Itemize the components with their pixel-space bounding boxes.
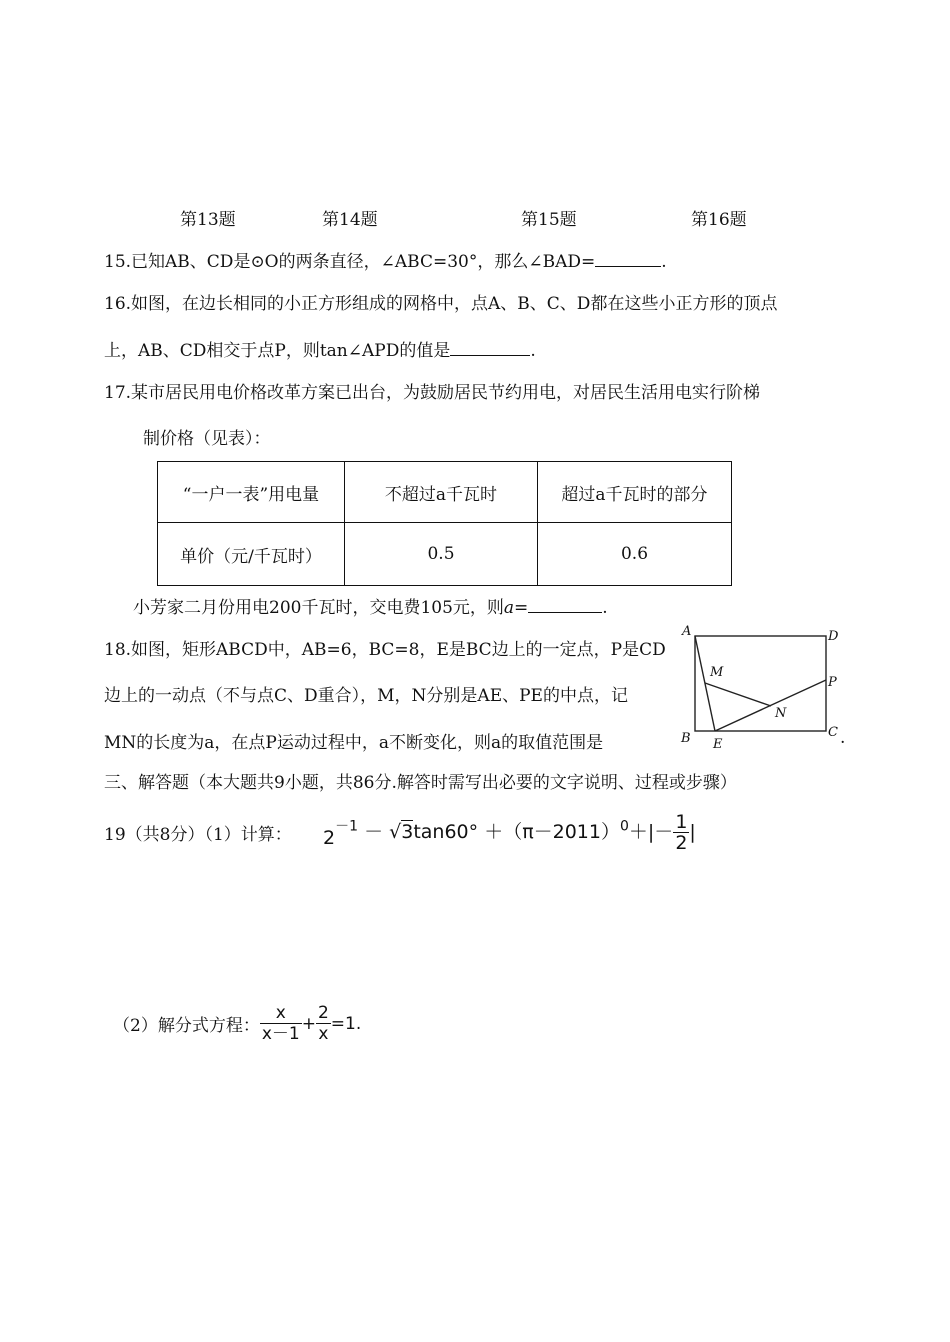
section-3-heading: 三、解答题（本大题共9小题，共86分.解答时需写出必要的文字说明、过程或步骤） <box>104 773 737 793</box>
equation-rhs: =1. <box>330 1013 362 1034</box>
label-m: M <box>710 665 724 680</box>
q17-text: 小芳家二月份用电200千瓦时，交电费105元，则 <box>133 598 504 618</box>
expr-exponent: －1 <box>335 818 359 835</box>
q17-equals: = <box>514 598 529 618</box>
q19-part2-label: （2）解分式方程： <box>113 1016 260 1036</box>
fraction-denominator: x <box>318 1024 329 1044</box>
question-18-line1: 18.如图，矩形ABCD中，AB=6，BC=8，E是BC边上的一定点，P是CD <box>104 640 666 660</box>
table-cell: 0.6 <box>538 523 732 586</box>
half-numerator: 1 <box>675 811 688 833</box>
expr-tan: tan60° <box>413 821 479 843</box>
question-16-line1: 16.如图，在边长相同的小正方形组成的网格中，点A、B、C、D都在这些小正方形的顶点 <box>104 294 778 314</box>
expr-abs-close: | <box>689 821 696 843</box>
question-16-line2 <box>104 336 536 361</box>
q19-equation <box>260 1003 362 1044</box>
q15-end: . <box>661 252 667 272</box>
q17-answer-blank[interactable] <box>528 596 602 613</box>
label-p: P <box>828 675 837 690</box>
question-15 <box>104 247 667 272</box>
table-header-cell: 超过a千瓦时的部分 <box>538 462 732 523</box>
expr-base: 2 <box>323 827 336 849</box>
label-c: C <box>828 725 838 740</box>
label-n: N <box>775 706 787 721</box>
question-19-part1 <box>104 820 292 845</box>
q16-end: . <box>530 341 536 361</box>
caption-q13: 第13题 <box>180 210 236 230</box>
label-a: A <box>682 624 692 639</box>
table-cell: 单价（元/千瓦时） <box>158 523 345 586</box>
question-17-line1: 17.某市居民用电价格改革方案已出台，为鼓励居民节约用电，对居民生活用电实行阶梯 <box>104 383 761 403</box>
question-17-line2: 制价格（见表）： <box>143 429 271 449</box>
q15-text: 15.已知AB、CD是⊙O的两条直径，∠ABC=30°，那么∠BAD= <box>104 252 596 272</box>
half-denominator: 2 <box>675 832 688 854</box>
q17-end: . <box>602 598 608 618</box>
label-e: E <box>713 737 723 750</box>
q16-answer-blank[interactable] <box>450 339 530 356</box>
question-18-line3 <box>104 728 603 753</box>
label-d: D <box>828 629 839 644</box>
fraction-numerator: 2 <box>317 1003 329 1023</box>
expr-sqrt-arg: 3 <box>401 821 414 843</box>
question-18-line2: 边上的一动点（不与点C、D重合），M，N分别是AE、PE的中点，记 <box>104 686 628 706</box>
caption-q16: 第16题 <box>691 210 747 230</box>
fraction-2-over-x <box>316 1003 331 1044</box>
table-cell: 0.5 <box>345 523 538 586</box>
expr-half-fraction <box>673 812 689 853</box>
segment-mn <box>705 683 771 706</box>
table-row <box>158 523 732 586</box>
rectangle-figure <box>680 622 850 750</box>
q19-expression <box>323 812 696 853</box>
table-header-row <box>158 462 732 523</box>
expr-plus-paren: ＋（π－2011） <box>484 821 620 843</box>
q17-variable: a <box>503 598 515 618</box>
question-17-line3 <box>133 593 608 618</box>
expr-exponent-zero: 0 <box>619 818 629 835</box>
expr-abs-open: ＋|－ <box>628 821 674 843</box>
label-b: B <box>681 731 691 746</box>
equation-plus: + <box>301 1013 316 1034</box>
q18-end: . <box>840 728 846 748</box>
expr-minus: － <box>364 821 384 843</box>
table-header-cell: 不超过a千瓦时 <box>345 462 538 523</box>
table-header-cell: “一户一表”用电量 <box>158 462 345 523</box>
q15-answer-blank[interactable] <box>595 250 661 267</box>
question-19-part2 <box>113 1003 361 1044</box>
q16-text: 上，AB、CD相交于点P，则tan∠APD的值是 <box>104 341 451 361</box>
fraction-numerator: x <box>260 1003 302 1024</box>
caption-q15: 第15题 <box>521 210 577 230</box>
rectangle-abcd <box>695 636 826 731</box>
fraction-denominator: x－1 <box>261 1024 300 1044</box>
q19-label: 19（共8分）（1）计算： <box>104 825 292 845</box>
price-table <box>157 461 732 586</box>
fraction-x-over-x-minus-1 <box>260 1003 302 1044</box>
caption-q14: 第14题 <box>322 210 378 230</box>
q18-text: MN的长度为a，在点P运动过程中，a不断变化，则a的取值范围是 <box>104 733 604 753</box>
sqrt-icon: √ <box>389 821 402 843</box>
